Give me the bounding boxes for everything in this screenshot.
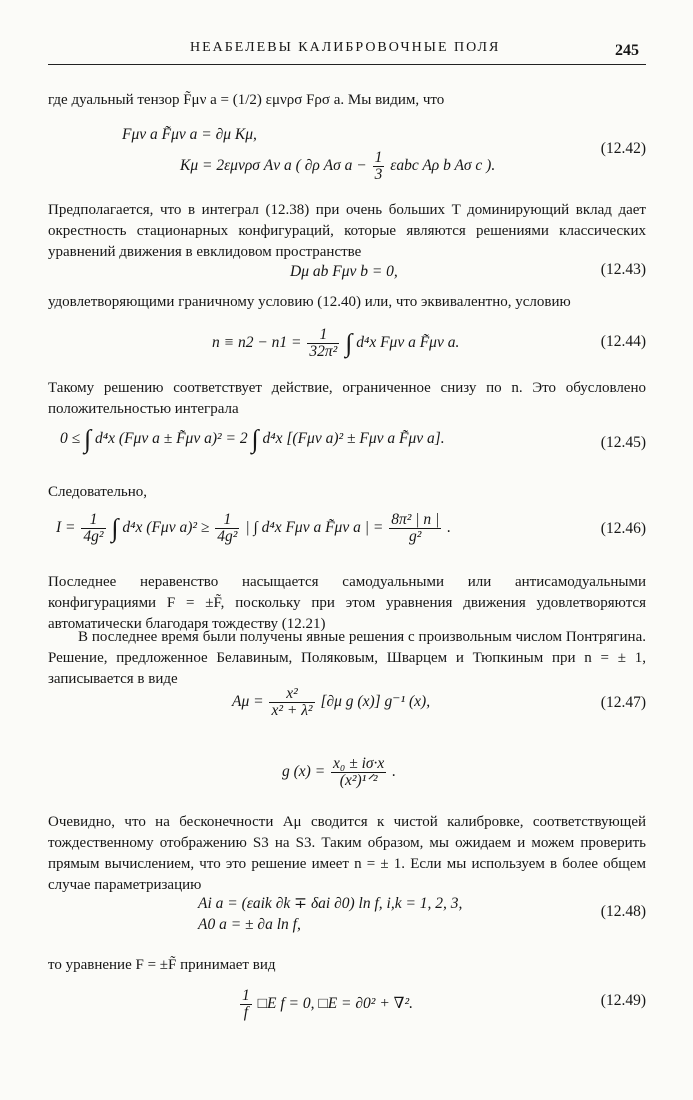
eq-12-44-fraction (307, 327, 339, 360)
frac-num: 1 (374, 149, 383, 166)
eq-12-46-fraction-1 (81, 512, 105, 545)
equation-12-46 (56, 512, 451, 545)
frac-num: 1 (307, 327, 339, 344)
equation-number-12-48: (12.48) (600, 903, 646, 920)
eq-g-end: . (392, 763, 397, 781)
eq-12-44-rhs: d⁴x Fμν a F̃μν a. (356, 334, 460, 352)
equation-number-12-49: (12.49) (600, 992, 646, 1009)
equation-number-12-42: (12.42) (600, 140, 646, 157)
eq-12-46-fraction-3 (389, 512, 441, 545)
eq-12-46-fraction-2 (215, 512, 239, 545)
integral-sign: ∫ (345, 328, 353, 358)
equation-number-12-47: (12.47) (600, 694, 646, 711)
equation-number-12-44: (12.44) (600, 333, 646, 350)
frac-num: 8π² | n | (391, 511, 440, 528)
eq-12-46-end: . (447, 519, 452, 537)
eq-g-lhs: g (x) = (282, 763, 326, 781)
integral-sign: ∫ (84, 424, 92, 454)
integral-sign: ∫ (251, 424, 259, 454)
equation-number-12-45: (12.45) (600, 434, 646, 451)
frac-den: 32π² (309, 343, 338, 360)
frac-num: 1 (215, 512, 239, 529)
equation-g-of-x (282, 756, 396, 789)
eq-12-42-lhs: Kμ = 2εμνρσ Aν a ( ∂ρ Aσ a − (180, 157, 367, 175)
equation-12-43: Dμ ab Fμν b = 0, (290, 263, 398, 280)
frac-num: 1 (81, 512, 105, 529)
frac-num: x₀ ± iσ·x (333, 755, 385, 772)
eq-12-46-mid: d⁴x (Fμν a)² ≥ (122, 519, 210, 537)
equation-12-42-line1: Fμν a F̃μν a = ∂μ Kμ, (122, 126, 257, 143)
eq-12-49-rhs: □E f = 0, □E = ∂0² + ∇². (257, 995, 413, 1013)
running-title: НЕАБЕЛЕВЫ КАЛИБРОВОЧНЫЕ ПОЛЯ (190, 40, 501, 55)
eq-12-45-lhs: 0 ≤ (60, 430, 81, 447)
frac-den: 4g² (217, 528, 238, 545)
eq-12-47-lhs: Aμ = (232, 693, 264, 711)
eq-12-47-rhs: [∂μ g (x)] g⁻¹ (x), (320, 693, 431, 711)
paragraph-action-bound: Такому решению соответствует действие, ограниченное снизу по n. Это обусловлено положительностью интеграла (48, 380, 646, 417)
frac-den: 3 (374, 166, 383, 183)
header-rule (48, 64, 646, 65)
frac-den: 4g² (83, 528, 104, 545)
eq-g-fraction (331, 756, 386, 789)
paragraph-consequently: Следовательно, (48, 484, 148, 500)
frac-num: 1 (242, 987, 250, 1004)
equation-12-45 (60, 424, 445, 454)
paragraph-explicit-solutions: В последнее время были получены явные решения с произвольным числом Понтрягина. Решение, предложенное Белавиным, Поляковым, Шварцем и Тюпкиным при n = ± 1, записывается в виде (48, 629, 646, 687)
equation-number-12-46: (12.46) (600, 520, 646, 537)
eq-12-42-fraction (373, 150, 385, 183)
frac-den: g² (409, 528, 422, 545)
paragraph-self-dual: Последнее неравенство насыщается самодуальными или антисамодуальными конфигурациями F = ±F̃, поскольку при этом уравнения движения удовлетворяются автоматически благодаря тождеству (12.21) (48, 574, 646, 632)
equation-12-48-line1: Ai a = (εaik ∂k ∓ δai ∂0) ln f, i,k = 1, 2, 3, (198, 895, 463, 912)
eq-12-46-abs: | ∫ d⁴x Fμν a F̃μν a | = (245, 519, 384, 537)
eq-12-44-lhs: n ≡ n2 − n1 = (212, 334, 302, 352)
frac-den: x² + λ² (271, 702, 313, 719)
paragraph-equation-takes-form: то уравнение F = ±F̃ принимает вид (48, 957, 276, 973)
page-number: 245 (615, 42, 639, 59)
paragraph-stationary-configs: Предполагается, что в интеграл (12.38) при очень больших T доминирующий вклад дает окрестность стационарных конфигураций, которые являются решениями классических уравнений движения в евклидовом пространстве (48, 202, 646, 260)
eq-12-46-lhs: I = (56, 519, 76, 537)
equation-12-47 (232, 686, 430, 719)
eq-12-47-fraction (269, 686, 314, 719)
paragraph-dual-tensor: где дуальный тензор F̃μν a = (1/2) εμνρσ Fρσ a. Мы видим, что (48, 92, 445, 108)
equation-12-42-line2 (180, 150, 495, 183)
frac-num: x² (269, 686, 314, 703)
frac-den: (x²)¹ᐟ² (339, 772, 378, 789)
equation-12-44 (212, 327, 459, 360)
eq-12-45-mid: d⁴x (Fμν a ± F̃μν a)² = 2 (95, 430, 248, 447)
paragraph-pure-gauge: Очевидно, что на бесконечности Aμ сводится к чистой калибровке, соответствующей тождественному отображению S3 на S3. Таким образом, мы ожидаем и можем проверить прямым вычислением, что это решение имеет n = ± 1. Если мы используем в более общем случае параметризацию (48, 814, 646, 893)
eq-12-45-rhs: d⁴x [(Fμν a)² ± Fμν a F̃μν a]. (262, 430, 445, 447)
integral-sign: ∫ (111, 513, 119, 543)
paragraph-boundary-condition: удовлетворяющими граничному условию (12.40) или, что эквивалентно, условию (48, 294, 571, 310)
frac-den: f (243, 1004, 249, 1021)
equation-12-48-line2: A0 a = ± ∂a ln f, (198, 916, 301, 933)
equation-12-49 (238, 988, 413, 1021)
eq-12-42-rhs: εabc Aρ b Aσ c ). (390, 157, 496, 175)
eq-12-49-fraction (240, 988, 252, 1021)
equation-number-12-43: (12.43) (600, 261, 646, 278)
